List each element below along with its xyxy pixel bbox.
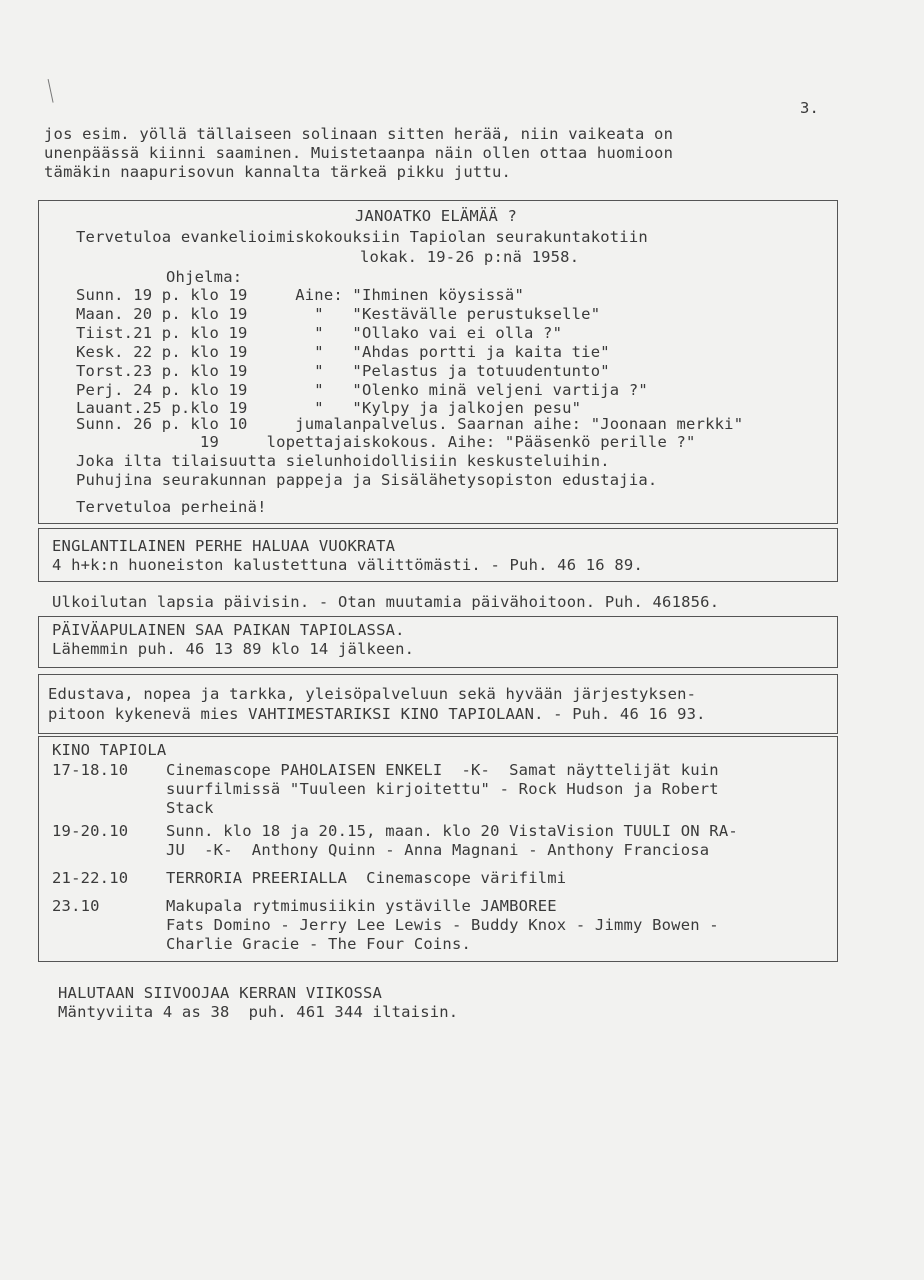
pencil-mark <box>48 77 62 102</box>
schedule-row: 19 lopettajaiskokous. Aihe: "Pääsenkö perille ?" <box>76 433 696 451</box>
schedule-row: Torst.23 p. klo 19 " "Pelastus ja totuudentunto" <box>76 362 610 380</box>
cinema-date: 17-18.10 <box>52 761 129 779</box>
intro-line: jos esim. yöllä tällaiseen solinaan sitten herää, niin vaikeata on <box>44 125 674 143</box>
schedule-row: Sunn. 26 p. klo 10 jumalanpalvelus. Saarnan aihe: "Joonaan merkki" <box>76 415 744 433</box>
cinema-line: Charlie Gracie - The Four Coins. <box>166 935 472 953</box>
schedule-row: Perj. 24 p. klo 19 " "Olenko minä veljeni vartija ?" <box>76 381 648 399</box>
schedule-row: Kesk. 22 p. klo 19 " "Ahdas portti ja kaita tie" <box>76 343 610 361</box>
event-note: Puhujina seurakunnan pappeja ja Sisälähetysopiston edustajia. <box>76 471 658 489</box>
cinema-line: Stack <box>166 799 214 817</box>
ad-english-family-text: 4 h+k:n huoneiston kalustettuna välittömästi. - Puh. 46 16 89. <box>52 556 643 574</box>
schedule-row: Sunn. 19 p. klo 19 Aine: "Ihminen köysissä" <box>76 286 524 304</box>
ad-day-worker-text: Lähemmin puh. 46 13 89 klo 14 jälkeen. <box>52 640 415 658</box>
cinema-date: 19-20.10 <box>52 822 129 840</box>
cinema-date: 21-22.10 <box>52 869 129 887</box>
page-number: 3. <box>800 99 820 117</box>
event-title: JANOATKO ELÄMÄÄ ? <box>355 207 518 225</box>
cinema-line: JU -K- Anthony Quinn - Anna Magnani - Anthony Franciosa <box>166 841 710 859</box>
cinema-title: KINO TAPIOLA <box>52 741 167 759</box>
schedule-row: Lauant.25 p.klo 19 " "Kylpy ja jalkojen pesu" <box>76 399 582 417</box>
ad-english-family-headline: ENGLANTILAINEN PERHE HALUAA VUOKRATA <box>52 537 396 555</box>
program-label: Ohjelma: <box>166 268 243 286</box>
event-closing: Tervetuloa perheinä! <box>76 498 267 516</box>
schedule-row: Maan. 20 p. klo 19 " "Kestävälle perustukselle" <box>76 305 601 323</box>
ad-child-care: Ulkoilutan lapsia päivisin. - Otan muutamia päivähoitoon. Puh. 461856. <box>52 593 720 611</box>
cinema-line: Sunn. klo 18 ja 20.15, maan. klo 20 VistaVision TUULI ON RA- <box>166 822 738 840</box>
ad-janitor-box <box>38 674 838 734</box>
ad-janitor-line: Edustava, nopea ja tarkka, yleisöpalveluun sekä hyvään järjestyksen- <box>48 685 697 703</box>
event-dates: lokak. 19-26 p:nä 1958. <box>360 248 580 266</box>
event-note: Joka ilta tilaisuutta sielunhoidollisiin keskusteluihin. <box>76 452 610 470</box>
intro-line: tämäkin naapurisovun kannalta tärkeä pikku juttu. <box>44 163 512 181</box>
intro-line: unenpäässä kiinni saaminen. Muistetaanpa näin ollen ottaa huomioon <box>44 144 674 162</box>
cinema-date: 23.10 <box>52 897 100 915</box>
ad-day-worker-headline: PÄIVÄAPULAINEN SAA PAIKAN TAPIOLASSA. <box>52 621 405 639</box>
ad-cleaner-headline: HALUTAAN SIIVOOJAA KERRAN VIIKOSSA <box>58 984 383 1002</box>
event-welcome: Tervetuloa evankelioimiskokouksiin Tapiolan seurakuntakotiin <box>76 228 648 246</box>
schedule-row: Tiist.21 p. klo 19 " "Ollako vai ei olla ?" <box>76 324 563 342</box>
ad-janitor-line: pitoon kykenevä mies VAHTIMESTARIKSI KINO TAPIOLAAN. - Puh. 46 16 93. <box>48 705 706 723</box>
ad-cleaner-text: Mäntyviita 4 as 38 puh. 461 344 iltaisin. <box>58 1003 459 1021</box>
cinema-line: Fats Domino - Jerry Lee Lewis - Buddy Knox - Jimmy Bowen - <box>166 916 719 934</box>
cinema-line: suurfilmissä "Tuuleen kirjoitettu" - Rock Hudson ja Robert <box>166 780 719 798</box>
cinema-line: Makupala rytmimusiikin ystäville JAMBOREE <box>166 897 557 915</box>
cinema-line: TERRORIA PREERIALLA Cinemascope värifilmi <box>166 869 567 887</box>
cinema-line: Cinemascope PAHOLAISEN ENKELI -K- Samat näyttelijät kuin <box>166 761 719 779</box>
